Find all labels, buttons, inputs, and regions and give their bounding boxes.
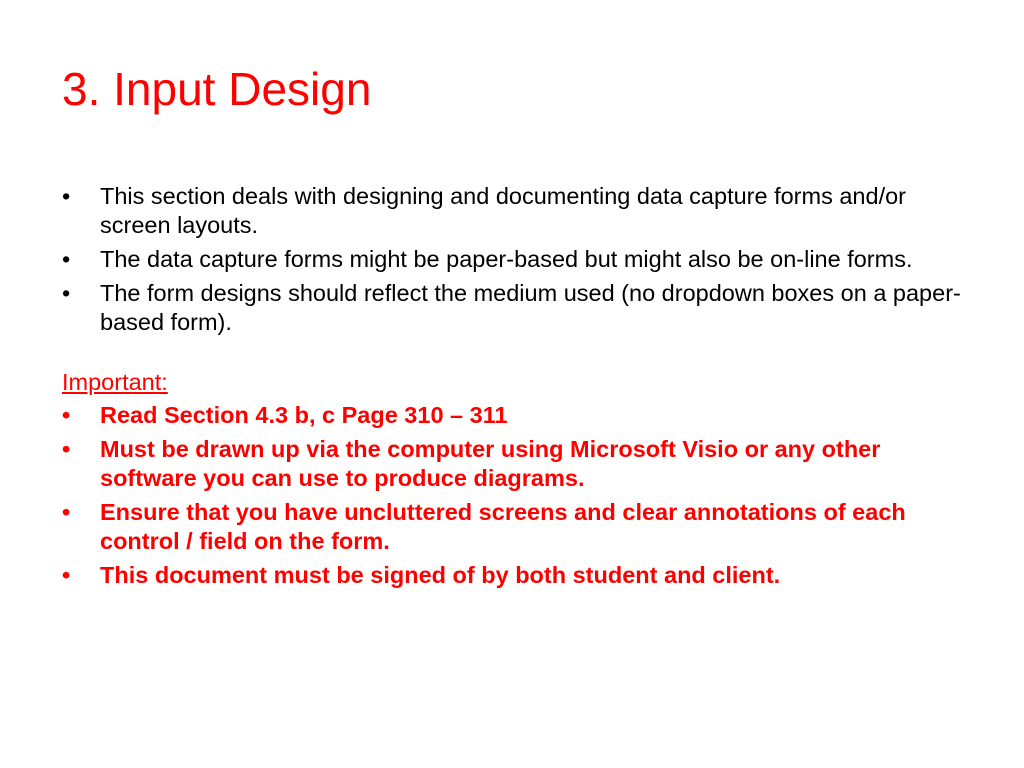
bullet-glyph: • — [62, 562, 71, 588]
bullet-glyph: • — [62, 246, 71, 272]
important-bullet-list — [62, 401, 972, 590]
slide-title: 3. Input Design — [62, 63, 372, 115]
important-bullet-item — [62, 401, 972, 430]
important-bullet-item — [62, 561, 972, 590]
bullet-glyph: • — [62, 280, 71, 306]
important-bullet-text: Ensure that you have uncluttered screens and clear annotations of each control / field on the form. — [100, 499, 906, 554]
bullet-item — [62, 279, 972, 337]
bullet-item — [62, 245, 972, 274]
intro-bullet-list — [62, 182, 972, 337]
bullet-text: The data capture forms might be paper-based but might also be on-line forms. — [100, 246, 913, 272]
section-spacer — [62, 342, 972, 368]
important-heading: Important: — [62, 369, 168, 395]
slide-body — [62, 182, 972, 595]
bullet-text: The form designs should reflect the medium used (no dropdown boxes on a paper-based form). — [100, 280, 961, 335]
important-bullet-item — [62, 498, 972, 556]
important-bullet-text: Must be drawn up via the computer using Microsoft Visio or any other software you can use to produce diagrams. — [100, 436, 881, 491]
bullet-glyph: • — [62, 436, 71, 462]
important-bullet-text: Read Section 4.3 b, c Page 310 – 311 — [100, 402, 508, 428]
bullet-glyph: • — [62, 499, 71, 525]
bullet-glyph: • — [62, 402, 71, 428]
important-bullet-item — [62, 435, 972, 493]
bullet-glyph: • — [62, 183, 71, 209]
important-bullet-text: This document must be signed of by both student and client. — [100, 562, 781, 588]
bullet-item — [62, 182, 972, 240]
bullet-text: This section deals with designing and documenting data capture forms and/or screen layouts. — [100, 183, 906, 238]
